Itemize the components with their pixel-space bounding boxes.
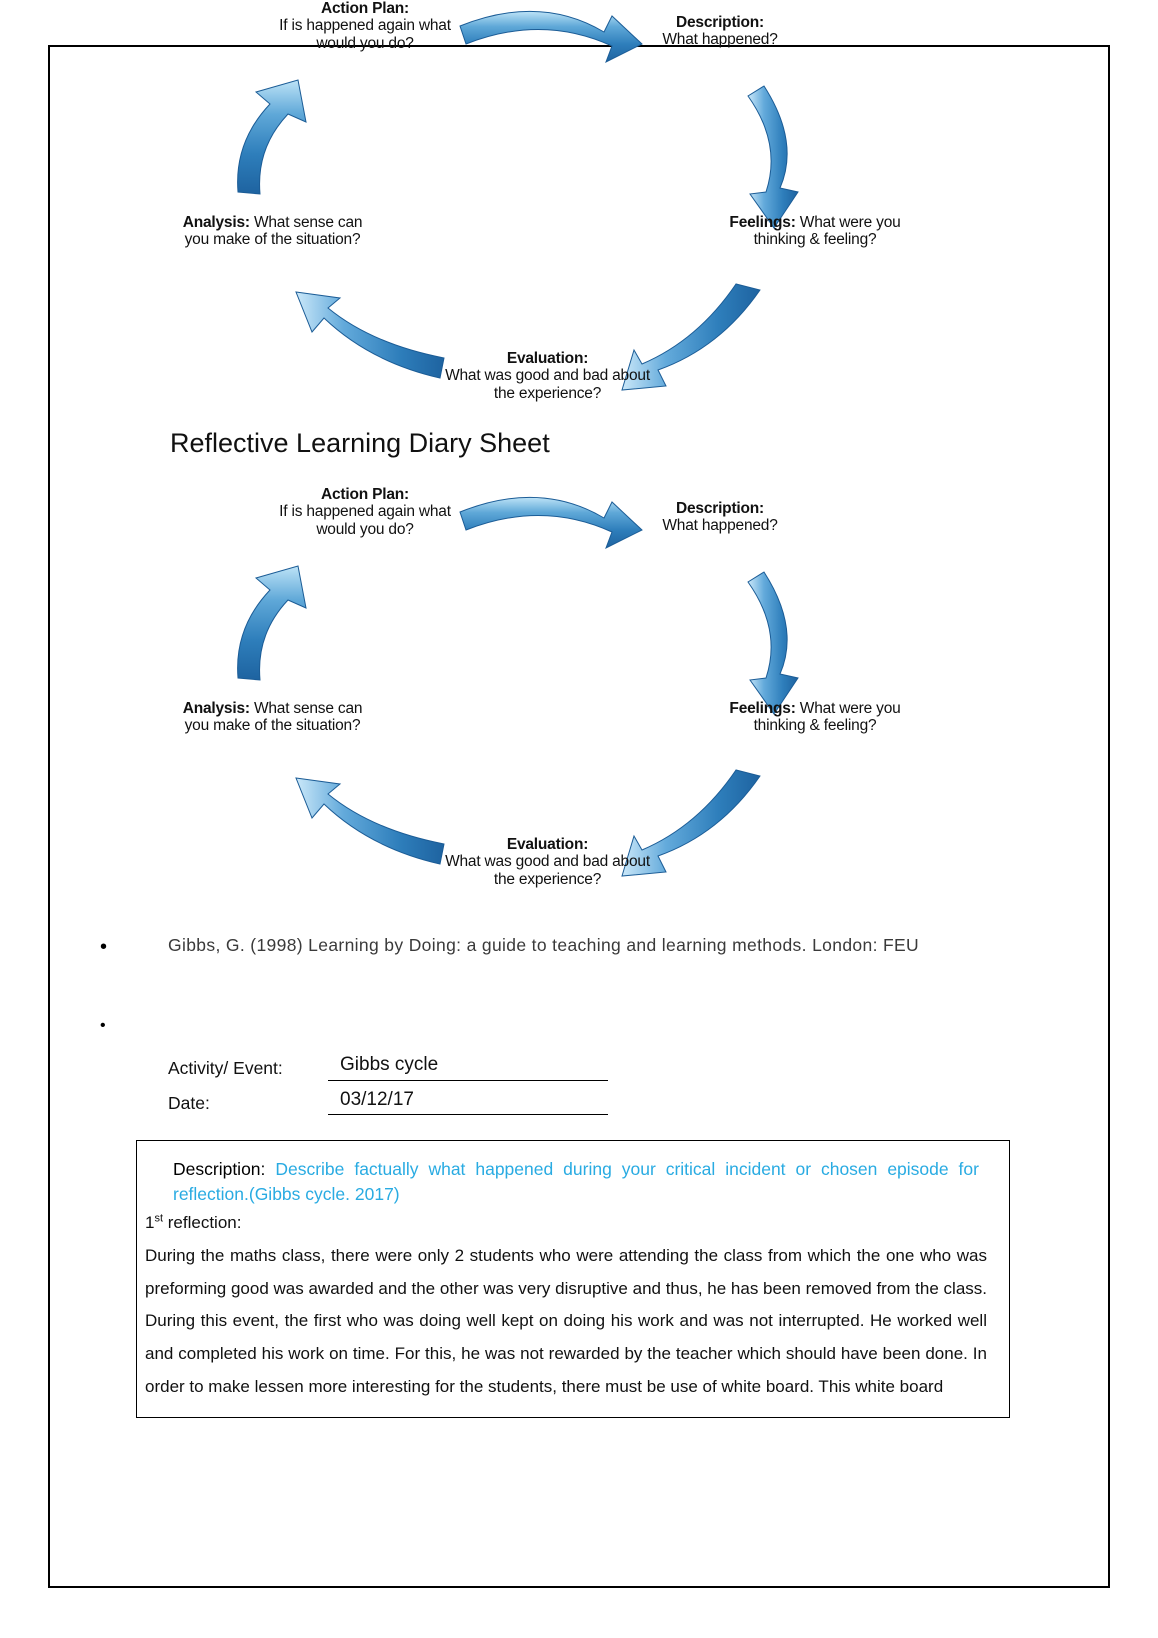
description-text-box[interactable]: [136, 1140, 1010, 1418]
bullet-icon: •: [100, 1017, 106, 1034]
gibbs-node-action-plan: [260, 486, 470, 538]
arrow-analysis-to-actionplan: [238, 80, 306, 194]
arrow-description-to-feelings: [748, 572, 798, 714]
gibbs-cycle-diagram-bottom: [160, 478, 920, 918]
gibbs-cycle-diagram-top: [160, 0, 920, 432]
gibbs-node-heading: Analysis:: [182, 700, 250, 717]
gibbs-node-body: What happened?: [662, 31, 778, 49]
gibbs-node-heading: Evaluation:: [506, 350, 589, 367]
list-item: [100, 930, 1055, 964]
arrow-description-to-feelings: [748, 86, 798, 228]
gibbs-node-heading: Action Plan:: [320, 486, 410, 503]
bullet-icon: •: [100, 936, 108, 958]
gibbs-node-heading: Action Plan:: [320, 0, 410, 17]
reflection-ordinal: st: [154, 1212, 164, 1225]
description-label: Description:: [173, 1159, 266, 1179]
activity-event-label: Activity/ Event:: [168, 1058, 283, 1079]
gibbs-node-body: What happened?: [662, 517, 778, 535]
reflection-rest: reflection:: [163, 1212, 242, 1232]
reference-text: Gibbs, G. (1998) Learning by Doing: a guide to teaching and learning methods. London: FEU: [168, 935, 920, 955]
gibbs-node-evaluation: [440, 350, 655, 402]
field-row-date: [168, 1087, 608, 1116]
description-prompt-row: [137, 1141, 1009, 1208]
gibbs-node-analysis: [170, 214, 375, 249]
gibbs-node-feelings: [715, 214, 915, 249]
reference-list: [100, 930, 1055, 1039]
gibbs-node-analysis: [170, 700, 375, 735]
arrow-actionplan-to-description: [460, 497, 642, 548]
description-prompt: Describe factually what happened during your critical incident or chosen episode for reflection.(Gibbs cycle. 2017): [173, 1159, 979, 1205]
arrow-evaluation-to-analysis: [296, 292, 444, 378]
list-item: [100, 1012, 1055, 1039]
arrow-actionplan-to-description: [460, 11, 642, 62]
gibbs-node-feelings: [715, 700, 915, 735]
gibbs-node-description: [620, 14, 820, 49]
gibbs-node-heading: Feelings:: [729, 214, 796, 231]
gibbs-node-body: What sense can you make of the situation?: [184, 214, 363, 249]
gibbs-node-body: What were you thinking & feeling?: [753, 214, 901, 249]
arrow-analysis-to-actionplan: [238, 566, 306, 680]
gibbs-node-heading: Feelings:: [729, 700, 796, 717]
gibbs-node-body: If is happened again what would you do?: [279, 503, 451, 538]
gibbs-node-description: [620, 500, 820, 535]
description-body-text[interactable]: During the maths class, there were only 2 students who were attending the class from which the one who was preforming good was awarded and the other was very disruptive and thus, he has been removed from the class. During this event, the first who was doing well kept on doing his work and was not interrupted. He worked well and completed his work on time. For this, he was not rewarded by the teacher which should have been done. In order to make lessen more interesting for the students, there must be use of white board. This white board: [145, 1246, 987, 1396]
gibbs-node-body: What were you thinking & feeling?: [753, 700, 901, 735]
arrow-evaluation-to-analysis: [296, 778, 444, 864]
date-label: Date:: [168, 1092, 210, 1113]
page-title: Reflective Learning Diary Sheet: [170, 428, 550, 458]
gibbs-node-heading: Analysis:: [182, 214, 250, 231]
gibbs-node-body: What was good and bad about the experience?: [445, 367, 650, 402]
reflection-subheading: [137, 1208, 1009, 1236]
gibbs-node-body: If is happened again what would you do?: [279, 17, 451, 52]
gibbs-node-heading: Description:: [675, 500, 765, 517]
field-row-activity: [168, 1052, 608, 1081]
date-input[interactable]: 03/12/17: [328, 1087, 608, 1116]
gibbs-node-action-plan: [260, 0, 470, 52]
gibbs-node-heading: Evaluation:: [506, 836, 589, 853]
reflection-number: 1: [145, 1212, 155, 1232]
gibbs-node-heading: Description:: [675, 14, 765, 31]
gibbs-node-body: What was good and bad about the experience?: [445, 853, 650, 888]
gibbs-node-evaluation: [440, 836, 655, 888]
form-fields: [168, 1052, 608, 1121]
gibbs-node-body: What sense can you make of the situation?: [184, 700, 363, 735]
activity-event-input[interactable]: Gibbs cycle: [328, 1052, 608, 1081]
